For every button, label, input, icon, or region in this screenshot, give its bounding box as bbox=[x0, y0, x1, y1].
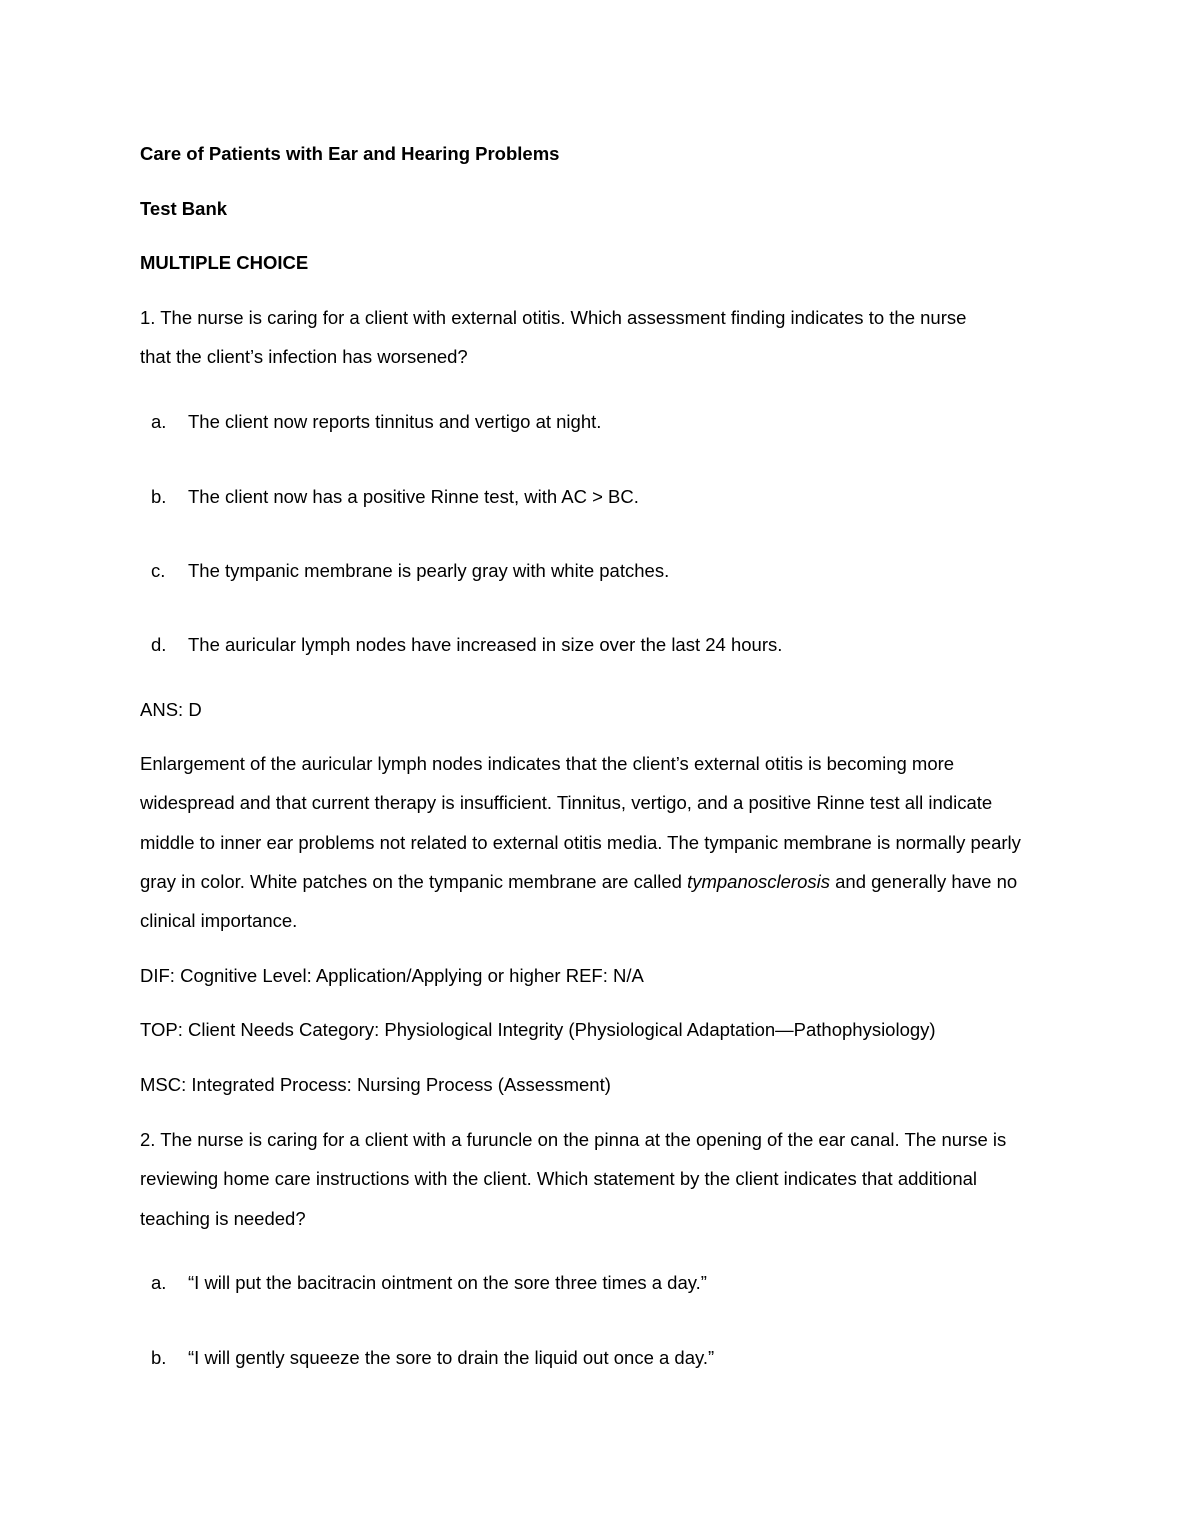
option-letter: a. bbox=[151, 411, 167, 432]
option-text: The auricular lymph nodes have increased in size over the last 24 hours. bbox=[188, 634, 783, 655]
q2-stem: 2. The nurse is caring for a client with a furuncle on the pinna at the opening of the ear canal. The nurse is reviewing home care instructions with the client. Which statement by the client indicates that additional teaching is needed? bbox=[140, 1129, 1007, 1229]
q1-msc: MSC: Integrated Process: Nursing Process (Assessment) bbox=[140, 1074, 611, 1095]
rationale-text-end: and generally have no clinical importance. bbox=[140, 870, 1018, 932]
q1-dif: DIF: Cognitive Level: Application/Applying or higher REF: N/A bbox=[140, 965, 644, 986]
option-text: “I will put the bacitracin ointment on the sore three times a day.” bbox=[188, 1272, 707, 1293]
option-letter: b. bbox=[151, 486, 167, 507]
q1-stem-line1: 1. The nurse is caring for a client with external otitis. Which assessment finding indicates to the nurse bbox=[140, 307, 967, 328]
q1-option-d bbox=[140, 633, 782, 657]
rationale-italic-term: tympanosclerosis bbox=[687, 870, 830, 892]
option-letter: a. bbox=[151, 1272, 167, 1293]
q2-option-b bbox=[140, 1346, 714, 1370]
option-text: The tympanic membrane is pearly gray with white patches. bbox=[188, 560, 670, 581]
section-heading: MULTIPLE CHOICE bbox=[140, 252, 309, 273]
document-title: Care of Patients with Ear and Hearing Problems bbox=[140, 143, 560, 164]
option-text: The client now reports tinnitus and vertigo at night. bbox=[188, 411, 602, 432]
q1-answer: ANS: D bbox=[140, 699, 202, 720]
q1-top: TOP: Client Needs Category: Physiological Integrity (Physiological Adaptation—Pathophysiology) bbox=[140, 1019, 936, 1040]
option-letter: c. bbox=[151, 560, 166, 581]
q1-option-b bbox=[140, 485, 639, 509]
q1-option-a bbox=[140, 410, 601, 434]
document-subtitle: Test Bank bbox=[140, 198, 228, 219]
q2-option-a bbox=[140, 1271, 707, 1295]
q1-rationale bbox=[140, 744, 1050, 940]
q1-option-c bbox=[140, 559, 669, 583]
rationale-text: Enlargement of the auricular lymph nodes indicates that the client’s external otitis is becoming more widespread and that current therapy is insufficient. Tinnitus, vertigo, and a positive Rinne test all indicate middle to inner ear problems not related to external otitis media. The tympanic membrane is normally pearly gray in color. White patches on the tympanic membrane are called bbox=[140, 753, 1021, 892]
option-text: The client now has a positive Rinne test, with AC > BC. bbox=[188, 486, 639, 507]
option-letter: b. bbox=[151, 1347, 167, 1368]
option-letter: d. bbox=[151, 634, 167, 655]
q1-stem-line2: that the client’s infection has worsened? bbox=[140, 346, 468, 367]
option-text: “I will gently squeeze the sore to drain the liquid out once a day.” bbox=[188, 1347, 715, 1368]
